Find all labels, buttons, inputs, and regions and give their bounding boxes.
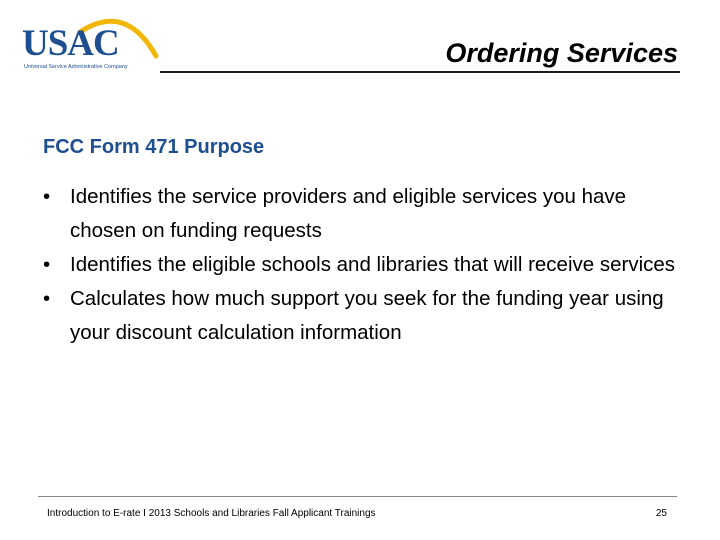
footer-divider <box>38 496 677 497</box>
logo-tagline: Universal Service Administrative Company <box>24 64 128 70</box>
page-number: 25 <box>655 508 667 519</box>
logo-wordmark: USAC <box>22 23 119 64</box>
bullet-list <box>43 180 683 350</box>
slide-title: Ordering Services <box>445 38 678 68</box>
footer-text: Introduction to E-rate I 2013 Schools and Libraries Fall Applicant Trainings <box>47 508 376 519</box>
title-divider <box>160 71 680 73</box>
bullet-text: Calculates how much support you seek for the funding year using your discount calculation information <box>70 287 664 344</box>
bullet-icon: • <box>43 253 51 276</box>
bullet-icon: • <box>43 287 51 310</box>
bullet-item <box>43 248 683 282</box>
bullet-text: Identifies the eligible schools and libraries that will receive services <box>70 253 676 276</box>
bullet-text: Identifies the service providers and eligible services you have chosen on funding requests <box>70 185 627 242</box>
bullet-icon: • <box>43 185 51 208</box>
usac-logo <box>18 10 160 70</box>
slide-subtitle: FCC Form 471 Purpose <box>43 136 265 158</box>
bullet-item <box>43 282 683 350</box>
bullet-item <box>43 180 683 248</box>
